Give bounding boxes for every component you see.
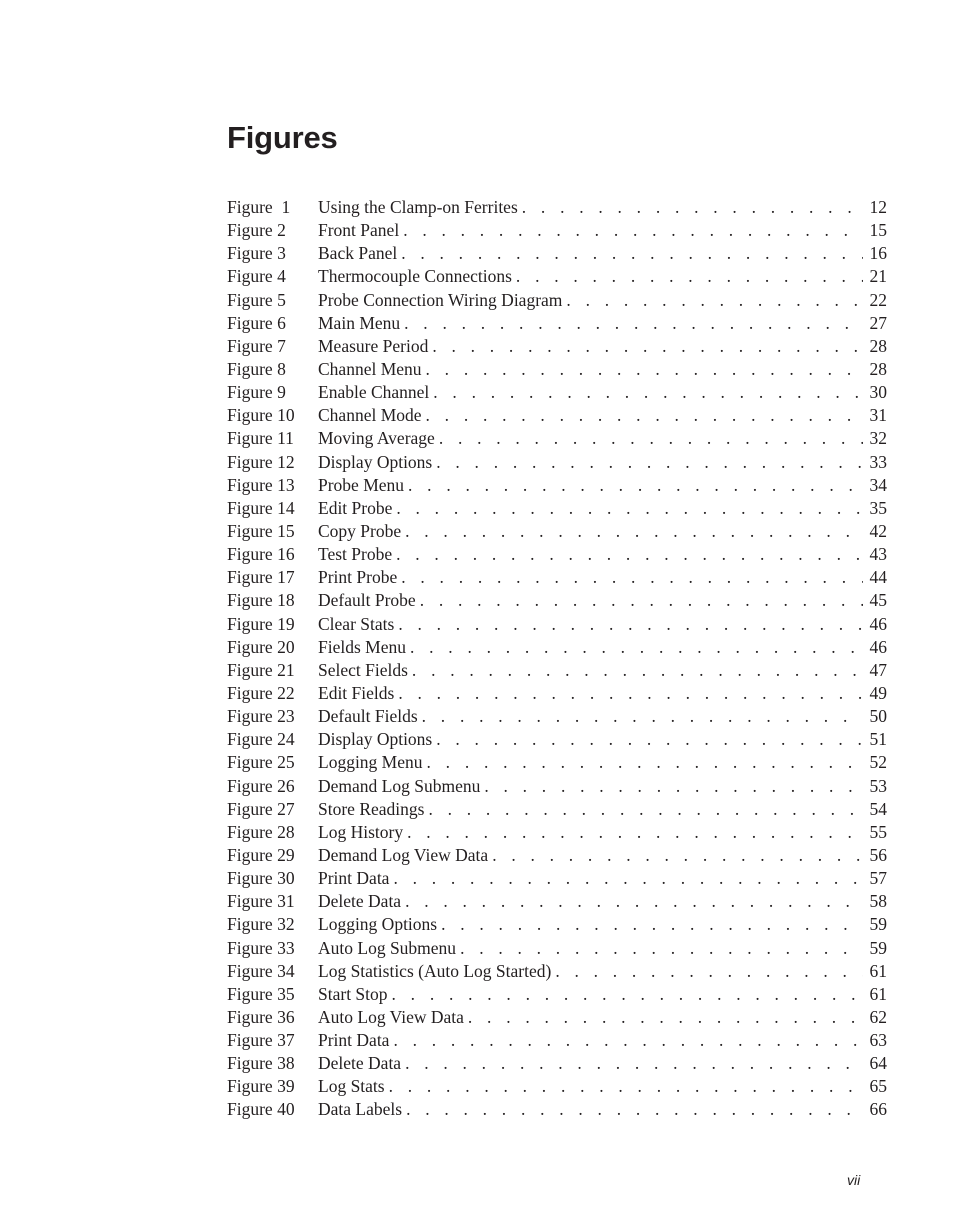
dot-leader (406, 1098, 863, 1121)
figure-title: Edit Probe (318, 497, 393, 518)
figure-number: Figure 38 (227, 1053, 295, 1074)
figure-list-item[interactable] (227, 937, 887, 960)
figure-page-number: 59 (869, 914, 887, 935)
page-number: vii (847, 1172, 861, 1188)
figure-list-item[interactable] (227, 1098, 887, 1121)
dot-leader (428, 798, 863, 821)
figure-page-number: 47 (869, 659, 887, 680)
figure-number: Figure 15 (227, 520, 295, 541)
figure-page-number: 15 (869, 220, 887, 241)
figure-page-number: 28 (869, 358, 887, 379)
figure-page-number: 42 (869, 520, 887, 541)
figure-list-item[interactable] (227, 1006, 887, 1029)
figure-title: Auto Log Submenu (318, 937, 457, 958)
dot-leader (405, 890, 863, 913)
figure-page-number: 30 (869, 382, 887, 403)
dot-leader (522, 196, 863, 219)
figure-number: Figure 33 (227, 937, 295, 958)
dot-leader (433, 381, 863, 404)
figure-page-number: 31 (869, 405, 887, 426)
dot-leader (426, 358, 863, 381)
figure-page-number: 64 (869, 1053, 887, 1074)
figure-number: Figure 4 (227, 266, 286, 287)
figure-list-item[interactable] (227, 589, 887, 612)
dot-leader (566, 289, 863, 312)
figure-page-number: 35 (869, 497, 887, 518)
figure-page-number: 61 (869, 983, 887, 1004)
dot-leader (516, 265, 863, 288)
figure-title: Display Options (318, 729, 433, 750)
figure-page-number: 65 (869, 1076, 887, 1097)
dot-leader (422, 705, 863, 728)
dot-leader (403, 219, 863, 242)
dot-leader (555, 960, 863, 983)
figure-list-item[interactable] (227, 913, 887, 936)
figure-list-item[interactable] (227, 358, 887, 381)
figure-page-number: 54 (869, 798, 887, 819)
figure-list-item[interactable] (227, 821, 887, 844)
dot-leader (439, 427, 863, 450)
figure-page-number: 46 (869, 613, 887, 634)
figure-list-item[interactable] (227, 983, 887, 1006)
figure-list-item[interactable] (227, 636, 887, 659)
figure-number: Figure 6 (227, 312, 286, 333)
figure-list-item[interactable] (227, 613, 887, 636)
figure-page-number: 55 (869, 821, 887, 842)
figure-title: Demand Log View Data (318, 844, 489, 865)
figure-list-item[interactable] (227, 659, 887, 682)
figure-number: Figure 1 (227, 197, 291, 217)
figure-page-number: 27 (869, 312, 887, 333)
figure-page-number: 62 (869, 1006, 887, 1027)
figure-number: Figure 25 (227, 752, 295, 773)
figure-page-number: 59 (869, 937, 887, 958)
figure-page-number: 53 (869, 775, 887, 796)
figure-page-number: 51 (869, 729, 887, 750)
dot-leader (405, 1052, 863, 1075)
figure-number: Figure 11 (227, 428, 294, 449)
figure-list-item[interactable] (227, 705, 887, 728)
figure-title: Enable Channel (318, 382, 430, 403)
figure-page-number: 21 (869, 266, 887, 287)
figure-title: Delete Data (318, 1053, 402, 1074)
figure-list-item[interactable] (227, 427, 887, 450)
figure-number: Figure 8 (227, 358, 286, 379)
figure-title: Probe Menu (318, 474, 405, 495)
figure-number: Figure 3 (227, 243, 286, 264)
figure-title: Measure Period (318, 335, 429, 356)
figure-list-item[interactable] (227, 497, 887, 520)
figure-page-number: 43 (869, 544, 887, 565)
figure-number: Figure 27 (227, 798, 295, 819)
figure-list-item[interactable] (227, 728, 887, 751)
figure-number: Figure 31 (227, 891, 295, 912)
figure-list-item[interactable] (227, 196, 887, 219)
figure-title: Channel Mode (318, 405, 422, 426)
dot-leader (441, 913, 863, 936)
figure-title: Front Panel (318, 220, 400, 241)
figure-list-item[interactable] (227, 451, 887, 474)
figure-title: Display Options (318, 451, 433, 472)
figure-number: Figure 30 (227, 868, 295, 889)
figure-title: Log Stats (318, 1076, 385, 1097)
figure-title: Print Data (318, 1030, 390, 1051)
figure-title: Moving Average (318, 428, 435, 449)
dot-leader (404, 312, 863, 335)
figure-list-item[interactable] (227, 566, 887, 589)
figure-number: Figure 12 (227, 451, 295, 472)
figure-title: Print Probe (318, 567, 398, 588)
figure-page-number: 28 (869, 335, 887, 356)
dot-leader (392, 983, 863, 1006)
figure-title: Channel Menu (318, 358, 422, 379)
figure-page-number: 45 (869, 590, 887, 611)
figure-title: Probe Connection Wiring Diagram (318, 289, 563, 310)
figure-number: Figure 37 (227, 1030, 295, 1051)
figure-list-item[interactable] (227, 404, 887, 427)
figure-number: Figure 16 (227, 544, 295, 565)
figure-list-item[interactable] (227, 1029, 887, 1052)
figure-page-number: 61 (869, 960, 887, 981)
dot-leader (396, 497, 863, 520)
figure-title: Clear Stats (318, 613, 395, 634)
figure-page-number: 52 (869, 752, 887, 773)
figure-page-number: 63 (869, 1030, 887, 1051)
figure-list-item[interactable] (227, 960, 887, 983)
figure-page-number: 56 (869, 844, 887, 865)
figure-list-item[interactable] (227, 265, 887, 288)
dot-leader (484, 775, 863, 798)
figure-title: Print Data (318, 868, 390, 889)
figure-number: Figure 35 (227, 983, 295, 1004)
dot-leader (401, 566, 863, 589)
figure-number: Figure 21 (227, 659, 295, 680)
figure-number: Figure 26 (227, 775, 295, 796)
figure-page-number: 12 (869, 197, 887, 217)
dot-leader (436, 728, 863, 751)
figure-title: Log Statistics (Auto Log Started) (318, 960, 552, 981)
figure-list-item[interactable] (227, 1052, 887, 1075)
figure-list-item[interactable] (227, 520, 887, 543)
figure-title: Start Stop (318, 983, 388, 1004)
figure-title: Back Panel (318, 243, 398, 264)
figure-page-number: 49 (869, 682, 887, 703)
figure-list-item[interactable] (227, 289, 887, 312)
figure-title: Delete Data (318, 891, 402, 912)
figure-page-number: 32 (869, 428, 887, 449)
figure-title: Logging Menu (318, 752, 423, 773)
figure-number: Figure 19 (227, 613, 295, 634)
figure-title: Demand Log Submenu (318, 775, 481, 796)
figure-list-item[interactable] (227, 1075, 887, 1098)
dot-leader (396, 543, 863, 566)
figure-list-item[interactable] (227, 775, 887, 798)
figure-list-item[interactable] (227, 682, 887, 705)
dot-leader (426, 404, 863, 427)
figure-number: Figure 17 (227, 567, 295, 588)
dot-leader (393, 1029, 863, 1052)
figure-title: Select Fields (318, 659, 408, 680)
figure-number: Figure 22 (227, 682, 295, 703)
figure-list-item[interactable] (227, 890, 887, 913)
figure-list-item[interactable] (227, 543, 887, 566)
figure-number: Figure 39 (227, 1076, 295, 1097)
figure-page-number: 66 (869, 1099, 887, 1120)
figure-number: Figure 10 (227, 405, 295, 426)
figure-number: Figure 32 (227, 914, 295, 935)
figure-page-number: 46 (869, 636, 887, 657)
figure-page-number: 58 (869, 891, 887, 912)
page-title: Figures (227, 120, 338, 155)
figure-title: Data Labels (318, 1099, 403, 1120)
figure-page-number: 50 (869, 706, 887, 727)
figure-number: Figure 5 (227, 289, 286, 310)
figure-number: Figure 14 (227, 497, 295, 518)
dot-leader (468, 1006, 863, 1029)
figure-number: Figure 7 (227, 335, 286, 356)
figure-number: Figure 29 (227, 844, 295, 865)
figure-list (227, 196, 887, 1122)
figure-list-item[interactable] (227, 474, 887, 497)
dot-leader (436, 451, 863, 474)
dot-leader (398, 682, 863, 705)
dot-leader (389, 1075, 863, 1098)
figure-list-item[interactable] (227, 381, 887, 404)
figure-title: Edit Fields (318, 682, 395, 703)
dot-leader (432, 335, 863, 358)
figure-title: Fields Menu (318, 636, 406, 657)
figure-page-number: 57 (869, 868, 887, 889)
dot-leader (492, 844, 863, 867)
figure-page-number: 33 (869, 451, 887, 472)
figure-number: Figure 28 (227, 821, 295, 842)
figure-list-item[interactable] (227, 312, 887, 335)
figure-number: Figure 9 (227, 382, 286, 403)
figure-title: Using the Clamp-on Ferrites (318, 197, 518, 217)
figure-page-number: 22 (869, 289, 887, 310)
dot-leader (398, 613, 863, 636)
figure-number: Figure 36 (227, 1006, 295, 1027)
figure-title: Thermocouple Connections (318, 266, 512, 287)
figure-list-item[interactable] (227, 844, 887, 867)
figure-title: Logging Options (318, 914, 438, 935)
figure-list-item[interactable] (227, 751, 887, 774)
figure-title: Log History (318, 821, 404, 842)
dot-leader (407, 821, 863, 844)
figure-number: Figure 13 (227, 474, 295, 495)
figure-number: Figure 34 (227, 960, 295, 981)
figure-list-item[interactable] (227, 867, 887, 890)
figure-title: Default Fields (318, 706, 418, 727)
dot-leader (427, 751, 863, 774)
figure-number: Figure 23 (227, 706, 295, 727)
dot-leader (405, 520, 863, 543)
figure-page-number: 44 (869, 567, 887, 588)
dot-leader (420, 589, 863, 612)
figure-title: Main Menu (318, 312, 401, 333)
figure-list-item[interactable] (227, 798, 887, 821)
figure-title: Copy Probe (318, 520, 402, 541)
figure-number: Figure 40 (227, 1099, 295, 1120)
figure-page-number: 34 (869, 474, 887, 495)
dot-leader (401, 242, 863, 265)
dot-leader (408, 474, 863, 497)
dot-leader (412, 659, 863, 682)
figure-page-number: 16 (869, 243, 887, 264)
figure-number: Figure 2 (227, 220, 286, 241)
figure-number: Figure 20 (227, 636, 295, 657)
figure-number: Figure 18 (227, 590, 295, 611)
dot-leader (410, 636, 863, 659)
figure-title: Test Probe (318, 544, 393, 565)
figure-title: Store Readings (318, 798, 425, 819)
figure-title: Default Probe (318, 590, 416, 611)
figure-list-item[interactable] (227, 335, 887, 358)
dot-leader (393, 867, 863, 890)
dot-leader (460, 937, 863, 960)
figure-list-item[interactable] (227, 242, 887, 265)
figure-number: Figure 24 (227, 729, 295, 750)
figure-list-item[interactable] (227, 219, 887, 242)
figure-title: Auto Log View Data (318, 1006, 464, 1027)
